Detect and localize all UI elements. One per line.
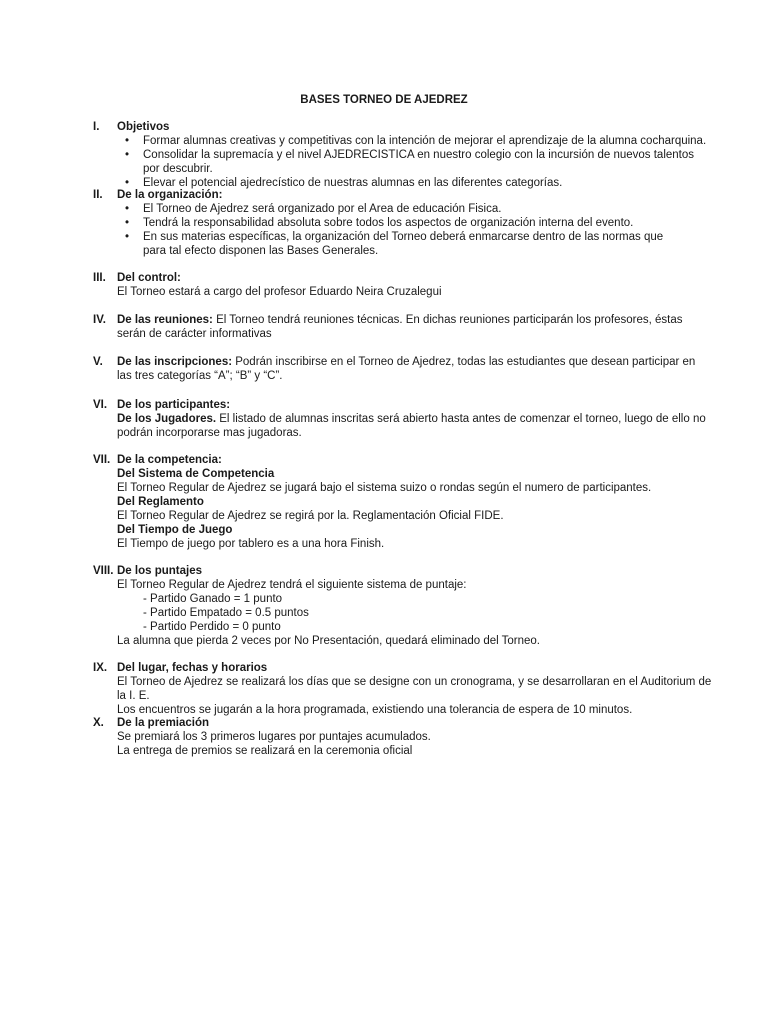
section-reuniones — [93, 313, 713, 341]
section-text: El Torneo de Ajedrez se realizará los días que se designe con un cronograma, y se desarrollaran en el Auditorium de la I. E. — [117, 676, 712, 702]
section-number: IV. — [93, 314, 107, 326]
score-item: - Partido Perdido = 0 punto — [143, 621, 281, 633]
section-number: I. — [93, 121, 100, 133]
section-heading: De las inscripciones: — [117, 356, 233, 368]
section-paragraph — [117, 355, 713, 383]
document-title: BASES TORNEO DE AJEDREZ — [300, 94, 468, 106]
section-heading: De las reuniones: — [117, 314, 213, 326]
bullet-icon: • — [125, 217, 130, 229]
section-control — [93, 271, 713, 299]
section-text: El Torneo tendrá reuniones técnicas. En dichas reuniones participarán los profesores, éstas serán de carácter informativas — [117, 314, 683, 340]
section-heading: Objetivos — [117, 121, 170, 133]
section-text: El Tiempo de juego por tablero es a una hora Finish. — [117, 538, 385, 550]
section-text: La entrega de premios se realizará en la ceremonia oficial — [117, 745, 413, 757]
bullet-list — [117, 202, 713, 258]
section-number: V. — [93, 356, 103, 368]
section-text: Podrán inscribirse en el Torneo de Ajedrez, todas las estudiantes que desean participar en las tres categorías “A”; “B” y “C”. — [117, 356, 696, 382]
section-text: El Torneo Regular de Ajedrez se jugará bajo el sistema suizo o rondas según el numero de participantes. — [117, 482, 652, 494]
section-number: IX. — [93, 662, 108, 674]
bullet-list — [117, 134, 713, 190]
section-number: X. — [93, 717, 104, 729]
section-heading: Del lugar, fechas y horarios — [117, 662, 268, 674]
subheading: De los Jugadores. — [117, 413, 217, 425]
section-puntajes — [93, 564, 713, 648]
section-premiacion — [93, 716, 713, 758]
section-paragraph — [117, 412, 713, 440]
list-item: • Elevar el potencial ajedrecístico de nuestras alumnas en las diferentes categorías. — [125, 177, 563, 189]
section-text: El Torneo Regular de Ajedrez tendrá el siguiente sistema de puntaje: — [117, 579, 467, 591]
section-heading: De la organización: — [117, 189, 223, 201]
section-number: VI. — [93, 399, 108, 411]
section-text: Se premiará los 3 primeros lugares por puntajes acumulados. — [117, 731, 431, 743]
list-item: • El Torneo de Ajedrez será organizado por el Area de educación Fisica. — [125, 203, 502, 215]
section-number: II. — [93, 189, 103, 201]
bullet-icon: • — [125, 149, 130, 161]
bullet-icon: • — [125, 177, 130, 189]
section-objetivos — [93, 120, 713, 190]
list-item: • En sus materias específicas, la organización del Torneo deberá enmarcarse dentro de las normas que para tal efecto disponen las Bases Generales. — [125, 231, 664, 257]
list-item: • Tendrá la responsabilidad absoluta sobre todos los aspectos de organización interna del evento. — [125, 217, 634, 229]
section-number: VII. — [93, 454, 111, 466]
score-item: - Partido Empatado = 0.5 puntos — [143, 607, 309, 619]
section-number: III. — [93, 272, 106, 284]
subheading: Del Tiempo de Juego — [117, 524, 233, 536]
section-organizacion — [93, 188, 713, 258]
bullet-icon: • — [125, 231, 130, 243]
section-number: VIII. — [93, 565, 114, 577]
section-heading: Del control: — [117, 272, 181, 284]
section-text: El Torneo Regular de Ajedrez se regirá por la. Reglamentación Oficial FIDE. — [117, 510, 504, 522]
section-competencia — [93, 453, 713, 551]
section-heading: De los participantes: — [117, 399, 231, 411]
section-participantes — [93, 398, 713, 440]
list-item: • Formar alumnas creativas y competitivas con la intención de mejorar el aprendizaje de la alumna cocharquina. — [125, 135, 707, 147]
bullet-icon: • — [125, 135, 130, 147]
section-inscripciones — [93, 355, 713, 383]
section-paragraph — [117, 313, 713, 341]
list-item: • Consolidar la supremacía y el nivel AJEDRECISTICA en nuestro colegio con la incursión de nuevos talentos por descubrir. — [125, 149, 695, 175]
section-text: El Torneo estará a cargo del profesor Eduardo Neira Cruzalegui — [117, 286, 442, 298]
section-text: La alumna que pierda 2 veces por No Presentación, quedará eliminado del Torneo. — [117, 635, 541, 647]
section-heading: De la premiación — [117, 717, 210, 729]
section-text: Los encuentros se jugarán a la hora programada, existiendo una tolerancia de espera de 10 minutos. — [117, 704, 633, 716]
subheading: Del Reglamento — [117, 496, 204, 508]
score-item: - Partido Ganado = 1 punto — [143, 593, 283, 605]
section-text: El listado de alumnas inscritas será abierto hasta antes de comenzar el torneo, luego de ello no podrán incorporarse mas jugadoras. — [117, 413, 706, 439]
section-heading: De la competencia: — [117, 454, 222, 466]
bullet-icon: • — [125, 203, 130, 215]
section-heading: De los puntajes — [117, 565, 202, 577]
subheading: Del Sistema de Competencia — [117, 468, 275, 480]
section-lugar — [93, 661, 713, 717]
